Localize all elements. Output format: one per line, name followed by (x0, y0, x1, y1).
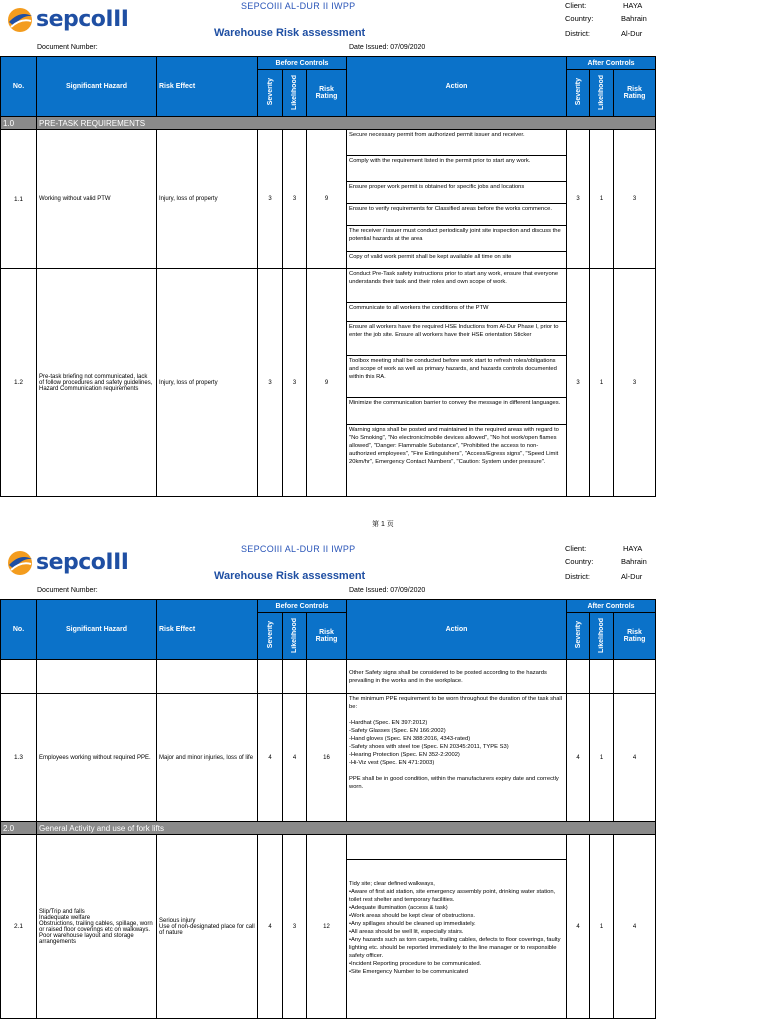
district-label: District: (565, 29, 590, 38)
col-effect: Risk Effect (157, 57, 258, 117)
col-no: No. (1, 600, 37, 660)
client-label: Client: (565, 544, 587, 553)
likelihood-after-cell: 1 (590, 835, 614, 1019)
action-item: Conduct Pre-Task safety instructions prior to start any work, ensure that everyone understands their task and their roles and own scope of work. (347, 269, 566, 303)
action-item: Toolbox meeting shall be conducted before work start to refresh roles/obligations and scope of work as well as primary hazards, and hazards controls documented within this RA. (347, 356, 566, 398)
likelihood-cell: 4 (283, 694, 307, 822)
rating-after-cell: 4 (614, 835, 656, 1019)
action-cell (347, 130, 567, 269)
hazard-cell: Pre-task briefing not communicated, lack of follow procedures and safety guidelines, Hazard Communication requirements (37, 269, 157, 497)
col-severity: Severity (266, 621, 274, 649)
sepco-globe-icon (6, 6, 34, 34)
action-item: Comply with the requirement listed in the permit prior to start any work. (347, 156, 566, 182)
likelihood-cell: 3 (283, 269, 307, 497)
document-number-label: Document Number: (37, 587, 98, 594)
severity-after-cell: 4 (567, 835, 590, 1019)
company-name: SEPCOIII AL-DUR II IWPP (241, 1, 356, 11)
rating-cell: 9 (307, 130, 347, 269)
action-cell (347, 694, 567, 822)
col-after-controls: After Controls (567, 600, 656, 613)
col-likelihood: Likelihood (291, 617, 298, 653)
action-spacer (347, 835, 566, 860)
table-row (1, 269, 656, 497)
col-likelihood: Likelihood (291, 74, 298, 110)
col-likelihood-after: Likelihood (598, 617, 606, 653)
col-hazard: Significant Hazard (37, 57, 157, 117)
col-severity-after: Severity (574, 78, 582, 106)
action-item: Copy of valid work permit shall be kept available all time on site (349, 254, 512, 260)
document-number-label: Document Number: (37, 44, 98, 51)
effect-cell: Injury, loss of property (157, 130, 258, 269)
col-before-controls: Before Controls (258, 600, 347, 613)
client-value: HAYA (623, 544, 643, 553)
country-value: Bahrain (621, 557, 647, 566)
severity-cell: 3 (258, 130, 283, 269)
logo-text: sepcoIII (36, 7, 129, 32)
effect-cell: Serious injury Use of non-designated place for call of nature (157, 835, 258, 1019)
date-issued: Date Issued: 07/09/2020 (349, 44, 426, 51)
rating-after-cell: 3 (614, 269, 656, 497)
hazard-cell: Working without valid PTW (37, 130, 157, 269)
section-row (1, 117, 656, 130)
action-item: The receiver / issuer must conduct periodically joint site inspection and discuss the potential hazards at the area (347, 226, 566, 252)
rating-cell: 12 (307, 835, 347, 1019)
table-row (1, 694, 656, 822)
col-risk-rating: Risk Rating (307, 70, 347, 117)
action-item: Warning signs shall be posted and maintained in the required areas with regard to "No Smoking", "No electronic/mobile devices allowed", "No hot work/open flames allowed", "Danger: Flammable Substance", "Prohibited the access to non-authorized employees", "Fire Extinguishers", "Access/Egress signs", "Speed Limit 20km/hr", Emergency Contact Numbers", "Caution: System under pressure". (349, 427, 559, 465)
company-logo (6, 549, 136, 577)
country-value: Bahrain (621, 14, 647, 23)
col-likelihood-after: Likelihood (598, 74, 606, 110)
col-after-controls: After Controls (567, 57, 656, 70)
document-title: Warehouse Risk assessment (214, 27, 366, 39)
col-hazard: Significant Hazard (37, 600, 157, 660)
client-label: Client: (565, 1, 587, 10)
table-row (1, 660, 656, 694)
action-cell: Other Safety signs shall be considered to be posted according to the hazards prevailing in the works and in the workplace. (347, 660, 567, 694)
col-action: Action (347, 600, 567, 660)
logo-text: sepcoIII (36, 550, 129, 575)
effect-cell: Major and minor injuries, loss of life (157, 694, 258, 822)
country-label: Country: (565, 14, 594, 23)
col-no: No. (1, 57, 37, 117)
rating-after-cell: 4 (614, 694, 656, 822)
action-item: Minimize the communication barrier to convey the message in different languages. (347, 398, 566, 425)
col-severity: Severity (266, 78, 274, 106)
country-label: Country: (565, 557, 594, 566)
col-risk-rating-after: Risk Rating (614, 70, 656, 117)
section-title: PRE-TASK REQUIREMENTS (37, 117, 656, 130)
likelihood-after-cell: 1 (590, 694, 614, 822)
rating-after-cell: 3 (614, 130, 656, 269)
date-issued: Date Issued: 07/09/2020 (349, 587, 426, 594)
risk-table-page1 (0, 56, 656, 497)
district-value: Al-Dur (621, 572, 643, 581)
action-item: Ensure proper work permit is obtained for specific jobs and locations (347, 182, 566, 204)
page-number: 第 1 页 (372, 521, 394, 528)
likelihood-cell: 3 (283, 835, 307, 1019)
action-item: Secure necessary permit from authorized permit issuer and receiver. (347, 130, 566, 156)
col-effect: Risk Effect (157, 600, 258, 660)
table-row (1, 130, 656, 269)
company-logo (6, 6, 136, 34)
severity-after-cell: 3 (567, 269, 590, 497)
table-row (1, 835, 656, 1019)
rating-cell: 16 (307, 694, 347, 822)
district-label: District: (565, 572, 590, 581)
likelihood-after-cell: 1 (590, 130, 614, 269)
action-item: Ensure to verify requirements for Classified areas before the works commence. (347, 204, 566, 226)
severity-after-cell: 3 (567, 130, 590, 269)
rating-cell: 9 (307, 269, 347, 497)
col-severity-after: Severity (574, 621, 582, 649)
action-item: Ensure all workers have the required HSE Inductions from Al-Dur Phase I, prior to enter the job site. Ensure all workers have their HSE orientation Sticker (347, 322, 566, 356)
section-title: General Activity and use of fork lifts (37, 822, 656, 835)
section-number: 2.0 (1, 822, 37, 835)
severity-cell: 4 (258, 694, 283, 822)
severity-cell: 3 (258, 269, 283, 497)
risk-table-page2 (0, 599, 656, 1019)
action-item: The minimum PPE requirement to be worn throughout the duration of the task shall be: -Hardhat (Spec. EN 397:2012) -Safety Glasses (Spec. EN 166:2002) -Hand gloves (Spec. EN 388:2016, 4343-rated) -Safety shoes with steel toe (Spec. EN 20345:2011, TYPE S3) -Hearing Protection (Spec. EN 352-2:2002) -Hi-Viz vest (Spec. EN 471:2003) PPE shall be in good condition, within the manufacturers expiry date and correctly worn. (349, 696, 563, 790)
row-number: 2.1 (1, 835, 37, 1019)
hazard-cell: Employees working without required PPE. (37, 694, 157, 822)
row-number: 1.3 (1, 694, 37, 822)
company-name: SEPCOIII AL-DUR II IWPP (241, 544, 356, 554)
likelihood-after-cell: 1 (590, 269, 614, 497)
section-row (1, 822, 656, 835)
row-number: 1.2 (1, 269, 37, 497)
sepco-globe-icon (6, 549, 34, 577)
col-risk-rating-after: Risk Rating (614, 613, 656, 660)
severity-cell: 4 (258, 835, 283, 1019)
district-value: Al-Dur (621, 29, 643, 38)
likelihood-cell: 3 (283, 130, 307, 269)
section-number: 1.0 (1, 117, 37, 130)
document-title: Warehouse Risk assessment (214, 570, 366, 582)
action-cell (347, 835, 567, 1019)
effect-cell: Injury, loss of property (157, 269, 258, 497)
col-action: Action (347, 57, 567, 117)
client-value: HAYA (623, 1, 643, 10)
row-number: 1.1 (1, 130, 37, 269)
hazard-cell: Slip/Trip and falls Inadequate welfare Obstructions, trailing cables, spillage, worn or raised floor coverings etc on walkways. Poor warehouse layout and storage arrangements (37, 835, 157, 1019)
severity-after-cell: 4 (567, 694, 590, 822)
action-item: Tidy site; clear defined walkways, •Aware of first aid station, site emergency assembly point, drinking water station, toilet rest shelter and temporary facilities. •Adequate illumination (access & task) •Work areas should be kept clear of obstructions. •Any spillages should be cleaned up immediately. •All areas should be well lit, especially stairs. •Any hazards such as torn carpets, trailing cables, defects to floor coverings, faulty lighting etc. should be reported immediately to the line manager or to responsible safety officer. •Incident Reporting procedure to be communicated. •Site Emergency Number to be communicated (349, 881, 561, 975)
action-item: Communicate to all workers the conditions of the PTW (347, 303, 566, 322)
col-risk-rating: Risk Rating (307, 613, 347, 660)
col-before-controls: Before Controls (258, 57, 347, 70)
action-cell (347, 269, 567, 497)
